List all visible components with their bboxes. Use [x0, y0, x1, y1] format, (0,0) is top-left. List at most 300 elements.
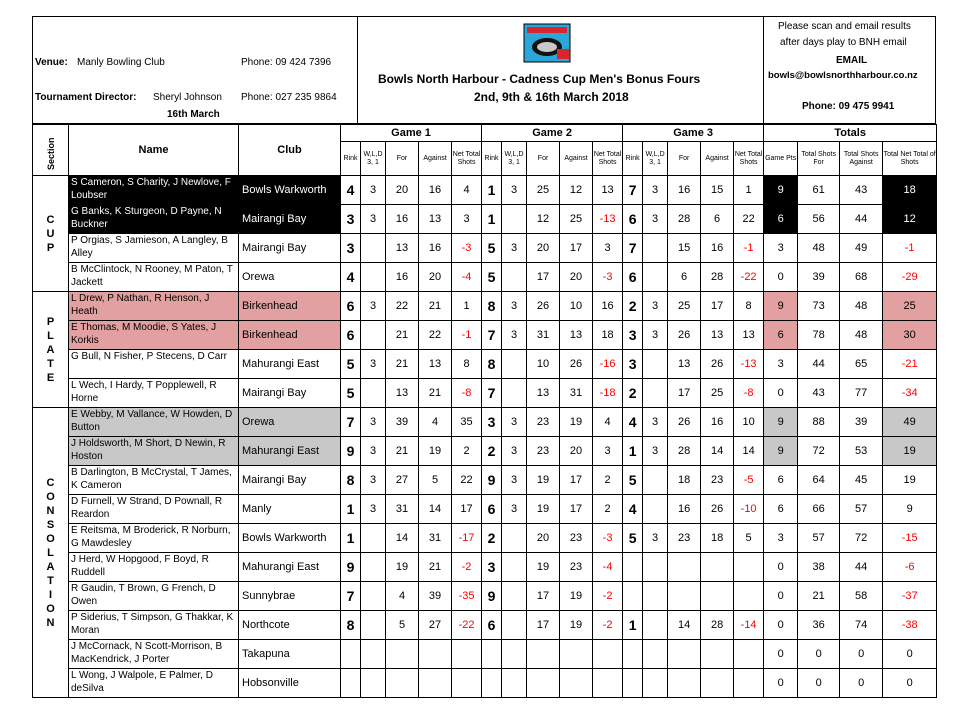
section-letter: P: [46, 241, 55, 254]
section-letter: T: [47, 574, 54, 587]
g3-for-cell: [668, 640, 701, 669]
g2-net-cell: -13: [593, 205, 623, 234]
total-for-cell: 56: [798, 205, 840, 234]
g1-for-cell: 21: [386, 350, 419, 379]
g2-net-cell: [593, 669, 623, 698]
g1-rink-cell: 6: [341, 321, 361, 350]
g3-against-cell: 16: [701, 408, 734, 437]
g1-wld-cell: 3: [361, 205, 386, 234]
g2-rink-cell: 2: [482, 437, 502, 466]
g1-wld-cell: [361, 669, 386, 698]
g3-net-cell: 1: [734, 176, 764, 205]
total-net-cell: 9: [883, 495, 937, 524]
g2-for-cell: 19: [527, 495, 560, 524]
game-pts-cell: 9: [764, 437, 798, 466]
club-name: Northcote: [239, 611, 341, 640]
section-label: [33, 408, 69, 698]
note-line-2: after days play to BNH email: [780, 37, 907, 48]
g1-net-cell: 22: [452, 466, 482, 495]
section-letter: I: [48, 588, 53, 601]
game-pts-cell: 6: [764, 205, 798, 234]
name-header: Name: [69, 125, 239, 176]
game-pts-cell: 6: [764, 466, 798, 495]
g3-for-cell: [668, 669, 701, 698]
g1-against-cell: 39: [419, 582, 452, 611]
g2-rink-cell: 6: [482, 611, 502, 640]
g2-against-cell: 17: [560, 234, 593, 263]
venue-value: Manly Bowling Club: [77, 57, 165, 68]
table-row: [33, 350, 937, 379]
table-row: [33, 408, 937, 437]
club-name: Orewa: [239, 408, 341, 437]
total-net-cell: -15: [883, 524, 937, 553]
club-name: Hobsonville: [239, 669, 341, 698]
g1-against-cell: 16: [419, 234, 452, 263]
totals-header: Totals: [764, 125, 937, 142]
g2-net-cell: 3: [593, 234, 623, 263]
g3-for-cell: 16: [668, 495, 701, 524]
game-pts-cell: 0: [764, 263, 798, 292]
g2-for-cell: 12: [527, 205, 560, 234]
game-pts-cell: 6: [764, 495, 798, 524]
g1-net-cell: -22: [452, 611, 482, 640]
g3-for-cell: 14: [668, 611, 701, 640]
game3-rink-header: Rink: [623, 142, 643, 176]
total-net-cell: -34: [883, 379, 937, 408]
g1-rink-cell: 5: [341, 379, 361, 408]
g3-net-cell: -22: [734, 263, 764, 292]
total-for-cell: 73: [798, 292, 840, 321]
g3-net-cell: -13: [734, 350, 764, 379]
g2-rink-cell: 9: [482, 582, 502, 611]
game-pts-header: Game Pts: [764, 142, 798, 176]
g2-net-cell: -4: [593, 553, 623, 582]
g3-for-cell: 25: [668, 292, 701, 321]
total-for-cell: 44: [798, 350, 840, 379]
g1-wld-cell: [361, 524, 386, 553]
g1-for-cell: [386, 640, 419, 669]
g1-net-cell: 3: [452, 205, 482, 234]
game3-for-header: For: [668, 142, 701, 176]
g1-wld-cell: [361, 263, 386, 292]
g2-for-cell: 20: [527, 524, 560, 553]
club-name: Mairangi Bay: [239, 379, 341, 408]
g3-against-cell: 28: [701, 611, 734, 640]
g3-for-cell: 6: [668, 263, 701, 292]
g1-against-cell: 31: [419, 524, 452, 553]
game-pts-cell: 0: [764, 582, 798, 611]
total-net-cell: -38: [883, 611, 937, 640]
g3-wld-cell: 3: [643, 321, 668, 350]
g3-against-cell: 16: [701, 234, 734, 263]
g3-net-cell: [734, 553, 764, 582]
total-for-cell: 64: [798, 466, 840, 495]
g2-rink-cell: 3: [482, 408, 502, 437]
g3-net-cell: 10: [734, 408, 764, 437]
g2-against-cell: 31: [560, 379, 593, 408]
game2-header: Game 2: [482, 125, 623, 142]
g2-net-cell: 18: [593, 321, 623, 350]
g1-rink-cell: 8: [341, 466, 361, 495]
total-net-cell: -1: [883, 234, 937, 263]
total-for-cell: 66: [798, 495, 840, 524]
g1-for-cell: 5: [386, 611, 419, 640]
g2-net-cell: 2: [593, 466, 623, 495]
total-against-cell: 53: [840, 437, 883, 466]
g2-rink-cell: 1: [482, 205, 502, 234]
g2-wld-cell: [502, 205, 527, 234]
g1-against-cell: [419, 669, 452, 698]
g2-wld-cell: 3: [502, 321, 527, 350]
g1-wld-cell: 3: [361, 176, 386, 205]
g3-against-cell: [701, 582, 734, 611]
total-against-cell: 44: [840, 205, 883, 234]
club-logo-icon: [523, 23, 571, 63]
g1-wld-cell: 3: [361, 466, 386, 495]
g3-rink-cell: 6: [623, 263, 643, 292]
team-names: P Siderius, T Simpson, G Thakkar, K Moran: [69, 611, 239, 640]
g3-net-cell: -8: [734, 379, 764, 408]
g3-against-cell: 17: [701, 292, 734, 321]
g1-against-cell: 13: [419, 350, 452, 379]
game1-against-header: Against: [419, 142, 452, 176]
g1-net-cell: 4: [452, 176, 482, 205]
g3-net-cell: -10: [734, 495, 764, 524]
g2-net-cell: -2: [593, 582, 623, 611]
g3-wld-cell: [643, 234, 668, 263]
g1-rink-cell: 4: [341, 263, 361, 292]
total-against-header: Total Shots Against: [840, 142, 883, 176]
g3-against-cell: 18: [701, 524, 734, 553]
table-row: [33, 582, 937, 611]
g2-against-cell: 19: [560, 582, 593, 611]
section-letter: S: [46, 518, 55, 531]
team-names: E Reitsma, M Broderick, R Norburn, G Mawdesley: [69, 524, 239, 553]
g2-against-cell: 12: [560, 176, 593, 205]
g3-for-cell: [668, 582, 701, 611]
g2-rink-cell: 7: [482, 321, 502, 350]
total-net-cell: -6: [883, 553, 937, 582]
total-for-cell: 38: [798, 553, 840, 582]
g3-net-cell: [734, 582, 764, 611]
g1-net-cell: 8: [452, 350, 482, 379]
g1-rink-cell: 1: [341, 524, 361, 553]
g1-against-cell: 13: [419, 205, 452, 234]
g2-wld-cell: [502, 263, 527, 292]
venue-phone: Phone: 09 424 7396: [241, 57, 332, 68]
g3-for-cell: 28: [668, 205, 701, 234]
total-against-cell: 43: [840, 176, 883, 205]
total-against-cell: 65: [840, 350, 883, 379]
g3-rink-cell: 4: [623, 495, 643, 524]
g2-net-cell: 4: [593, 408, 623, 437]
g3-wld-cell: [643, 379, 668, 408]
team-names: P Orgias, S Jamieson, A Langley, B Alley: [69, 234, 239, 263]
total-for-cell: 36: [798, 611, 840, 640]
g2-against-cell: [560, 640, 593, 669]
g3-for-cell: 13: [668, 350, 701, 379]
team-names: R Gaudin, T Brown, G French, D Owen: [69, 582, 239, 611]
g2-wld-cell: 3: [502, 234, 527, 263]
g1-against-cell: [419, 640, 452, 669]
total-net-cell: 0: [883, 640, 937, 669]
g1-for-cell: 21: [386, 437, 419, 466]
g1-wld-cell: [361, 379, 386, 408]
g2-rink-cell: 9: [482, 466, 502, 495]
team-names: L Drew, P Nathan, R Henson, J Heath: [69, 292, 239, 321]
total-for-header: Total Shots For: [798, 142, 840, 176]
g2-against-cell: 23: [560, 553, 593, 582]
g2-wld-cell: [502, 524, 527, 553]
g1-rink-cell: 7: [341, 408, 361, 437]
g1-for-cell: 22: [386, 292, 419, 321]
g2-net-cell: 3: [593, 437, 623, 466]
g2-wld-cell: [502, 379, 527, 408]
g2-against-cell: 23: [560, 524, 593, 553]
game-pts-cell: 9: [764, 408, 798, 437]
total-against-cell: 77: [840, 379, 883, 408]
total-against-cell: 49: [840, 234, 883, 263]
section-label: [33, 176, 69, 292]
section-letter: N: [46, 504, 55, 517]
g3-rink-cell: 3: [623, 350, 643, 379]
g3-wld-cell: 3: [643, 408, 668, 437]
total-net-cell: 19: [883, 437, 937, 466]
team-names: G Banks, K Sturgeon, D Payne, N Buckner: [69, 205, 239, 234]
g3-for-cell: 15: [668, 234, 701, 263]
section-letter: C: [46, 213, 55, 226]
g2-for-cell: 13: [527, 379, 560, 408]
game2-net-header: Net Total Shots: [593, 142, 623, 176]
total-net-cell: 25: [883, 292, 937, 321]
g2-net-cell: -3: [593, 524, 623, 553]
g3-rink-cell: 5: [623, 466, 643, 495]
email-address: bowls@bowlsnorthharbour.co.nz: [768, 70, 918, 81]
g1-for-cell: 4: [386, 582, 419, 611]
g1-for-cell: 21: [386, 321, 419, 350]
g2-wld-cell: [502, 669, 527, 698]
g1-against-cell: 22: [419, 321, 452, 350]
g1-against-cell: 27: [419, 611, 452, 640]
team-names: G Bull, N Fisher, P Stecens, D Carr: [69, 350, 239, 379]
club-name: Mahurangi East: [239, 553, 341, 582]
g3-against-cell: [701, 669, 734, 698]
g1-rink-cell: 9: [341, 553, 361, 582]
g1-wld-cell: [361, 234, 386, 263]
total-against-cell: 57: [840, 495, 883, 524]
g2-for-cell: 31: [527, 321, 560, 350]
g2-rink-cell: 8: [482, 292, 502, 321]
club-name: Mairangi Bay: [239, 466, 341, 495]
g2-for-cell: 26: [527, 292, 560, 321]
g3-for-cell: 28: [668, 437, 701, 466]
g3-wld-cell: 3: [643, 176, 668, 205]
g3-net-cell: 8: [734, 292, 764, 321]
team-names: D Furnell, W Strand, D Pownall, R Reardon: [69, 495, 239, 524]
g1-wld-cell: 3: [361, 350, 386, 379]
g1-for-cell: 16: [386, 205, 419, 234]
g3-for-cell: 18: [668, 466, 701, 495]
g3-rink-cell: 7: [623, 176, 643, 205]
total-for-cell: 57: [798, 524, 840, 553]
team-names: B Darlington, B McCrystal, T James, K Cameron: [69, 466, 239, 495]
total-net-cell: 0: [883, 669, 937, 698]
table-row: [33, 292, 937, 321]
total-for-cell: 21: [798, 582, 840, 611]
game-pts-cell: 0: [764, 611, 798, 640]
g3-wld-cell: [643, 611, 668, 640]
g2-for-cell: 10: [527, 350, 560, 379]
g3-net-cell: -14: [734, 611, 764, 640]
g2-rink-cell: 7: [482, 379, 502, 408]
g3-for-cell: [668, 553, 701, 582]
g1-against-cell: 16: [419, 176, 452, 205]
g1-wld-cell: [361, 611, 386, 640]
g3-against-cell: [701, 640, 734, 669]
game1-net-header: Net Total Shots: [452, 142, 482, 176]
g1-rink-cell: 7: [341, 582, 361, 611]
g1-for-cell: 19: [386, 553, 419, 582]
g1-rink-cell: 3: [341, 205, 361, 234]
club-name: Takapuna: [239, 640, 341, 669]
game-pts-cell: 9: [764, 176, 798, 205]
club-name: Manly: [239, 495, 341, 524]
event-dates: 2nd, 9th & 16th March 2018: [474, 90, 629, 104]
table-row: [33, 553, 937, 582]
g1-against-cell: 21: [419, 553, 452, 582]
g2-rink-cell: 6: [482, 495, 502, 524]
g1-wld-cell: [361, 553, 386, 582]
team-names: E Thomas, M Moodie, S Yates, J Korkis: [69, 321, 239, 350]
section-letter: U: [46, 227, 55, 240]
total-net-cell: 18: [883, 176, 937, 205]
g1-net-cell: -1: [452, 321, 482, 350]
total-against-cell: 48: [840, 321, 883, 350]
game-pts-cell: 3: [764, 234, 798, 263]
g3-wld-cell: 3: [643, 292, 668, 321]
total-net-cell: 12: [883, 205, 937, 234]
contact-panel: [764, 17, 935, 123]
total-against-cell: 0: [840, 669, 883, 698]
g1-rink-cell: [341, 640, 361, 669]
g3-rink-cell: [623, 553, 643, 582]
table-row: [33, 669, 937, 698]
g1-net-cell: 35: [452, 408, 482, 437]
g3-rink-cell: 4: [623, 408, 643, 437]
section-label: [33, 292, 69, 408]
g2-rink-cell: 8: [482, 350, 502, 379]
g1-against-cell: 19: [419, 437, 452, 466]
g3-net-cell: 13: [734, 321, 764, 350]
g2-wld-cell: 3: [502, 466, 527, 495]
results-table: [32, 124, 937, 698]
g2-wld-cell: [502, 350, 527, 379]
total-against-cell: 39: [840, 408, 883, 437]
g1-net-cell: -17: [452, 524, 482, 553]
g1-for-cell: 16: [386, 263, 419, 292]
game3-net-header: Net Total Shots: [734, 142, 764, 176]
venue-label: Venue:: [35, 57, 68, 68]
g2-against-cell: 20: [560, 437, 593, 466]
g2-net-cell: -2: [593, 611, 623, 640]
total-against-cell: 68: [840, 263, 883, 292]
table-row: [33, 466, 937, 495]
g3-for-cell: 23: [668, 524, 701, 553]
g1-net-cell: [452, 669, 482, 698]
g1-rink-cell: [341, 669, 361, 698]
table-row: [33, 321, 937, 350]
g2-for-cell: 20: [527, 234, 560, 263]
g3-net-cell: [734, 669, 764, 698]
g2-against-cell: [560, 669, 593, 698]
section-letter: E: [46, 371, 55, 384]
g1-against-cell: 21: [419, 379, 452, 408]
total-net-cell: -29: [883, 263, 937, 292]
g3-against-cell: 26: [701, 495, 734, 524]
g1-net-cell: -4: [452, 263, 482, 292]
g2-rink-cell: 5: [482, 263, 502, 292]
g3-rink-cell: 3: [623, 321, 643, 350]
table-row: [33, 640, 937, 669]
sheet-header: [32, 16, 936, 124]
game2-wld-header: W,L,D 3, 1: [502, 142, 527, 176]
table-row: [33, 611, 937, 640]
club-name: Mahurangi East: [239, 437, 341, 466]
g1-against-cell: 20: [419, 263, 452, 292]
g3-rink-cell: 7: [623, 234, 643, 263]
team-names: B McClintock, N Rooney, M Paton, T Jackett: [69, 263, 239, 292]
g2-wld-cell: 3: [502, 408, 527, 437]
g3-wld-cell: [643, 640, 668, 669]
total-for-cell: 61: [798, 176, 840, 205]
table-row: [33, 205, 937, 234]
g3-rink-cell: 1: [623, 611, 643, 640]
total-against-cell: 48: [840, 292, 883, 321]
g3-rink-cell: [623, 669, 643, 698]
g3-rink-cell: [623, 582, 643, 611]
game-pts-cell: 0: [764, 553, 798, 582]
g1-wld-cell: 3: [361, 495, 386, 524]
section-letter: A: [46, 343, 55, 356]
director-value: Sheryl Johnson: [153, 92, 222, 103]
g3-net-cell: 5: [734, 524, 764, 553]
game-pts-cell: 0: [764, 379, 798, 408]
g1-rink-cell: 1: [341, 495, 361, 524]
g3-net-cell: 14: [734, 437, 764, 466]
g2-for-cell: [527, 640, 560, 669]
total-for-cell: 0: [798, 669, 840, 698]
table-row: [33, 379, 937, 408]
g3-rink-cell: 2: [623, 292, 643, 321]
g2-net-cell: -16: [593, 350, 623, 379]
total-for-cell: 43: [798, 379, 840, 408]
section-letter: O: [46, 532, 55, 545]
g1-wld-cell: 3: [361, 408, 386, 437]
g1-net-cell: [452, 640, 482, 669]
note-line-1: Please scan and email results: [778, 21, 911, 32]
g1-for-cell: 39: [386, 408, 419, 437]
g2-rink-cell: [482, 640, 502, 669]
club-name: Mairangi Bay: [239, 234, 341, 263]
club-name: Bowls Warkworth: [239, 524, 341, 553]
g3-for-cell: 16: [668, 176, 701, 205]
g1-for-cell: 31: [386, 495, 419, 524]
g2-net-cell: -18: [593, 379, 623, 408]
team-names: S Cameron, S Charity, J Newlove, F Loubser: [69, 176, 239, 205]
total-for-cell: 39: [798, 263, 840, 292]
game1-for-header: For: [386, 142, 419, 176]
g1-for-cell: [386, 669, 419, 698]
